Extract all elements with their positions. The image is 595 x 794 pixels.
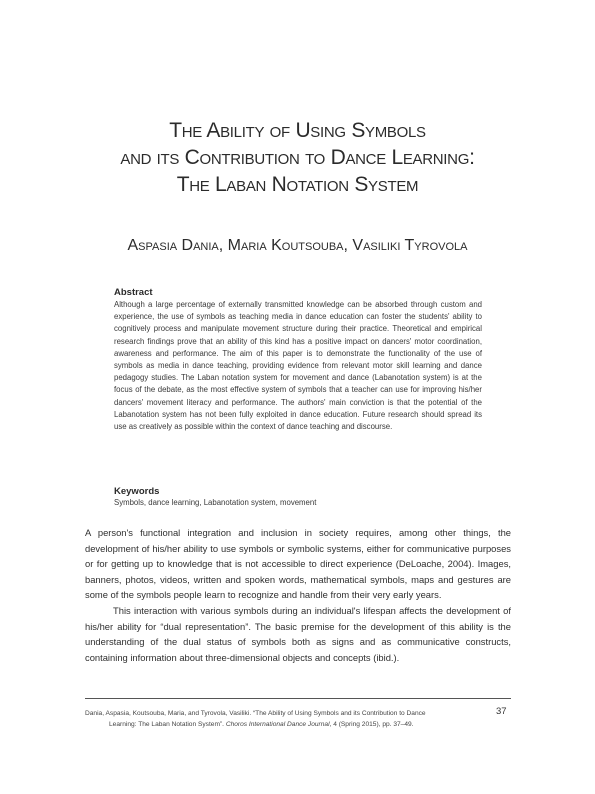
footnote-line-2-suffix: , 4 (Spring 2015), pp. 37–49. — [329, 721, 414, 728]
keywords-heading: Keywords — [114, 486, 160, 497]
title-line-2: and its Contribution to Dance Learning: — [120, 146, 475, 169]
title-line-3: The Laban Notation System — [176, 173, 419, 196]
journal-name: Choros International Dance Journal — [225, 721, 330, 728]
paper-title — [60, 117, 535, 198]
abstract-heading: Abstract — [114, 287, 153, 298]
page-number: 37 — [496, 706, 507, 717]
footnote-line-1: Dania, Aspasia, Koutsouba, Maria, and Tyrovola, Vasiliki. “The Ability of Using Symbols and its Contribution to Dance — [85, 710, 426, 717]
footnote-divider — [85, 698, 511, 699]
footnote-line-2 — [85, 719, 480, 730]
body-paragraph-1: A person's functional integration and inclusion in society requires, among other things, the development of his/her ability to use symbols or symbolic systems, either for communicative purposes or for getting up to knowledge that is not accessible to direct experience (DeLoache, 2004). Images, banners, photos, videos, written and spoken words, mathematical symbols, maps and gestures are some of the symbols people learn to recognize and handle from their very early years. — [85, 527, 511, 601]
title-line-1: The Ability of Using Symbols — [169, 119, 426, 142]
footnote-line-2-prefix: Learning: The Laban Notation System”. — [109, 721, 226, 728]
body-text — [85, 525, 511, 665]
keywords-text: Symbols, dance learning, Labanotation system, movement — [114, 498, 317, 507]
author-list: Aspasia Dania, Maria Koutsouba, Vasiliki Tyrovola — [127, 237, 468, 254]
citation-footnote — [85, 708, 480, 730]
body-paragraph-2: This interaction with various symbols during an individual's lifespan affects the development of his/her ability for “dual representation”. The basic premise for the development of this ability is the understanding of the dual status of symbols both as signs and as communicative constructs, containing information about three-dimensional objects and concepts (ibid.). — [85, 604, 511, 663]
abstract-text: Although a large percentage of externally transmitted knowledge can be absorbed through custom and experience, the use of symbols as teaching media in dance education can foster the students' ability to cognitively process and manipulate movement structure during their practice. Theoretical and empirical research findings prove that an ability of this kind has a positive impact on dancers' motor coordination, awareness and performance. The aim of this paper is to demonstrate the functionality of the use of symbols as media in dance teaching, providing evidence from relevant motor skill learning and dance pedagogy studies. The Laban notation system for movement and dance (Labanotation system) is at the focus of the debate, as the most effective system of symbols that a teacher can use for improving his/her dancers' movement literacy and performance. The authors' main conviction is that the potential of the Labanotation system has not been fully exploited in dance education. Future research should spread its use as creatively as possible within the context of dance teaching and discourse. — [114, 300, 482, 432]
